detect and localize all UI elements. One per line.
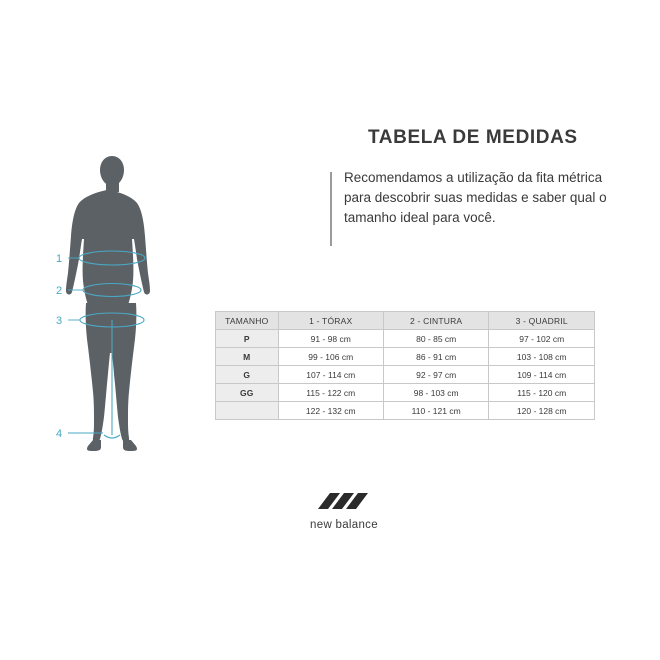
cell-quadril: 109 - 114 cm xyxy=(489,366,595,384)
cell-quadril: 120 - 128 cm xyxy=(489,402,595,420)
cell-torax: 122 - 132 cm xyxy=(278,402,383,420)
measure-marker-4: 4 xyxy=(56,428,63,440)
measure-marker-1: 1 xyxy=(56,253,63,265)
table-row xyxy=(216,402,595,420)
brand-name: new balance xyxy=(310,519,378,531)
cell-torax: 91 - 98 cm xyxy=(278,330,383,348)
cell-size: P xyxy=(216,330,279,348)
table-header-tamanho: TAMANHO xyxy=(216,312,279,330)
recommendation-text: Recomendamos a utilização da fita métrica para descobrir suas medidas e saber qual o tamanho ideal para você. xyxy=(344,170,607,225)
table-row xyxy=(216,348,595,366)
cell-quadril: 115 - 120 cm xyxy=(489,384,595,402)
measure-marker-2: 2 xyxy=(56,285,63,297)
table-header-cintura: 2 - CINTURA xyxy=(383,312,489,330)
recommendation-block xyxy=(330,168,620,228)
cell-size: M xyxy=(216,348,279,366)
table-row xyxy=(216,384,595,402)
cell-size: G xyxy=(216,366,279,384)
cell-cintura: 92 - 97 cm xyxy=(383,366,489,384)
body-figure xyxy=(40,150,310,470)
new-balance-logo-icon xyxy=(316,487,372,517)
cell-torax: 115 - 122 cm xyxy=(278,384,383,402)
brand-logo xyxy=(289,487,399,531)
cell-quadril: 97 - 102 cm xyxy=(489,330,595,348)
cell-cintura: 110 - 121 cm xyxy=(383,402,489,420)
male-silhouette-illustration xyxy=(40,150,310,470)
table-row xyxy=(216,366,595,384)
silhouette-shape xyxy=(66,156,150,451)
cell-cintura: 86 - 91 cm xyxy=(383,348,489,366)
cell-torax: 107 - 114 cm xyxy=(278,366,383,384)
table-header-quadril: 3 - QUADRIL xyxy=(489,312,595,330)
cell-cintura: 80 - 85 cm xyxy=(383,330,489,348)
measure-marker-3: 3 xyxy=(56,315,63,327)
table-row xyxy=(216,330,595,348)
page-title: TABELA DE MEDIDAS xyxy=(368,127,578,148)
foot-measure-line xyxy=(104,435,120,438)
cell-size xyxy=(216,402,279,420)
cell-quadril: 103 - 108 cm xyxy=(489,348,595,366)
recommendation-accent-bar xyxy=(330,172,332,246)
size-table xyxy=(215,311,595,420)
cell-size: GG xyxy=(216,384,279,402)
table-header-torax: 1 - TÓRAX xyxy=(278,312,383,330)
cell-cintura: 98 - 103 cm xyxy=(383,384,489,402)
table-header-row xyxy=(216,312,595,330)
cell-torax: 99 - 106 cm xyxy=(278,348,383,366)
